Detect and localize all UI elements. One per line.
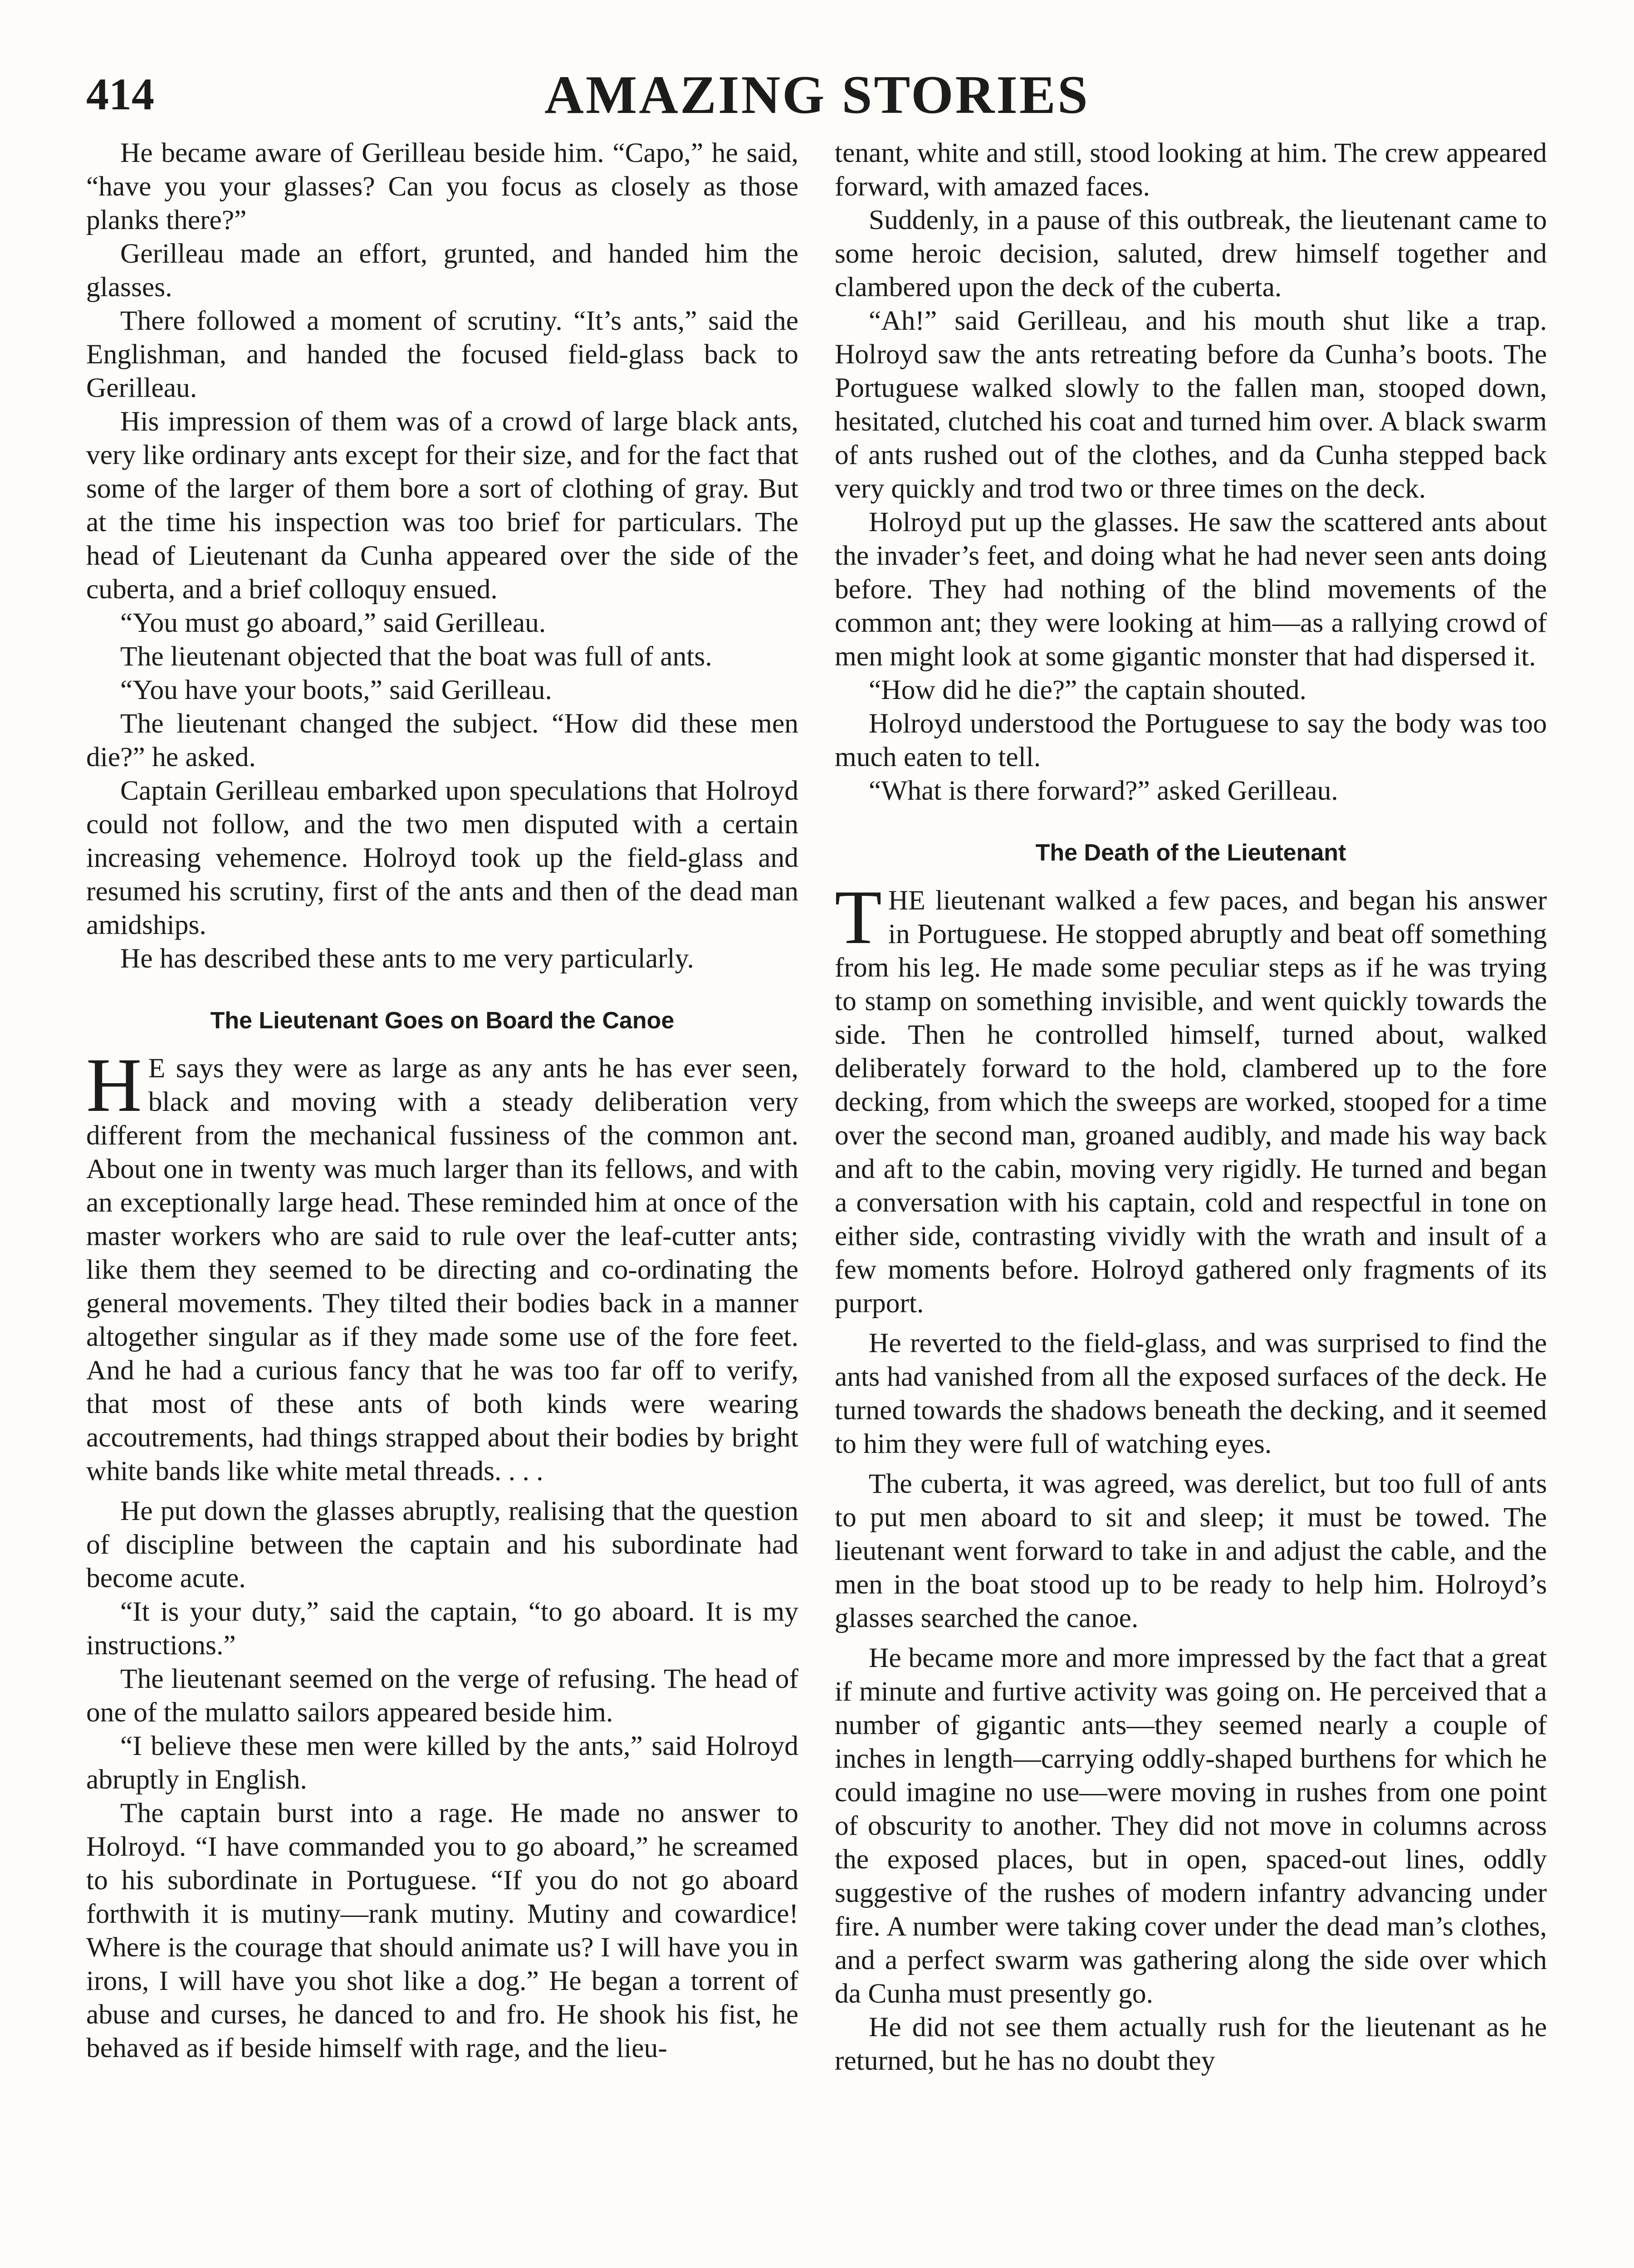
drop-cap: T xyxy=(835,875,882,960)
dropcap-paragraph xyxy=(835,875,1547,1320)
page-number: 414 xyxy=(86,69,154,119)
paragraph: He became more and more impressed by the fact that a great if minute and furtive activity was going on. He perceived that a number of gigantic ants—they seemed nearly a couple of inches in length—carrying oddly-shaped burthens for which he could imagine no use—were moving in rushes from one point of obscurity to another. They did not move in columns across the exposed places, but in open, spaced-out lines, oddly suggestive of the rushes of modern infantry advancing under fire. A number were taking cover under the dead man’s clothes, and a perfect swarm was gathering along the side over which da Cunha must presently go. xyxy=(835,1642,1547,2009)
paragraph: He put down the glasses abruptly, realising that the question of discipline between the captain and his subordinate had become acute. xyxy=(86,1496,798,1593)
page-header xyxy=(0,64,1634,132)
paragraph: The cuberta, it was agreed, was derelict, but too full of ants to put men aboard to sit and sleep; it must be towed. The lieutenant went forward to take in and adjust the cable, and the men in the boat stood up to be ready to help him. Holroyd’s glasses searched the canoe. xyxy=(835,1468,1547,1633)
paragraph: “How did he die?” the captain shouted. xyxy=(869,675,1306,705)
paragraph: “It is your duty,” said the captain, “to go aboard. It is my instructions.” xyxy=(86,1596,798,1661)
paragraph: He has described these ants to me very particularly. xyxy=(120,943,694,974)
drop-cap: H xyxy=(86,1042,142,1128)
paragraph: Captain Gerilleau embarked upon speculations that Holroyd could not follow, and the two men disputed with a certain increasing vehemence. Holroyd took up the field-glass and resumed his scrutiny, first of the ants and then of the dead man amidships. xyxy=(86,775,798,940)
paragraph: The lieutenant changed the subject. “How did these men die?” he asked. xyxy=(86,708,798,772)
paragraph: There followed a moment of scrutiny. “It’s ants,” said the Englishman, and handed the focused field-glass back to Gerilleau. xyxy=(86,305,798,403)
paragraph: “What is there forward?” asked Gerilleau. xyxy=(869,775,1338,806)
dropcap-text: HE lieutenant walked a few paces, and began his answer in Portuguese. He stopped abruptly and beat off something from his leg. He made some peculiar steps as if he was trying to stamp on something invisible, and went quickly towards the side. Then he controlled himself, turned about, walked deliberately forward to the hold, clambered up to the fore decking, from which the sweeps are worked, stooped for a time over the second man, groaned audibly, and made his way back and aft to the cabin, moving very rigidly. He turned and began a conversation with his captain, cold and respectful in tone on either side, contrasting vividly with the wrath and insult of a few moments before. Holroyd gathered only fragments of its purport. xyxy=(835,885,1547,1319)
paragraph: He became aware of Gerilleau beside him. “Capo,” he said, “have you your glasses? Can you focus as closely as those planks there?” xyxy=(86,137,798,235)
dropcap-text: E says they were as large as any ants he has ever seen, black and moving with a steady deliberation very different from the mechanical fussiness of the common ant. About one in twenty was much larger than its fellows, and with an exceptionally large head. These reminded him at once of the master workers who are said to rule over the leaf-cutter ants; like them they seemed to be directing and co-ordinating the general movements. They tilted their bodies back in a manner altogether singular as if they made some use of the fore feet. And he had a curious fancy that he was too far off to verify, that most of these ants of both kinds were wearing accoutrements, had things strapped about their bodies by bright white bands like white metal threads. . . . xyxy=(86,1053,798,1486)
paragraph: The lieutenant seemed on the verge of refusing. The head of one of the mulatto sailors appeared beside him. xyxy=(86,1663,798,1728)
paragraph: “I believe these men were killed by the ants,” said Holroyd abruptly in English. xyxy=(86,1730,798,1795)
left-column xyxy=(86,136,798,2065)
paragraph: He did not see them actually rush for the lieutenant as he returned, but he has no doubt they xyxy=(835,2012,1547,2076)
paragraph: “You have your boots,” said Gerilleau. xyxy=(120,675,552,705)
paragraph: The captain burst into a rage. He made no answer to Holroyd. “I have commanded you to go aboard,” he screamed to his subordinate in Portuguese. “If you do not go aboard forthwith it is mutiny—rank mutiny. Mutiny and cowardice! Where is the courage that should animate us? I will have you in irons, I will have you shot like a dog.” He began a torrent of abuse and curses, he danced to and fro. He shook his fist, he behaved as if beside himself with rage, and the lieu- xyxy=(86,1798,798,2063)
right-column xyxy=(835,136,1547,2077)
dropcap-paragraph xyxy=(86,1042,798,1488)
paragraph: “You must go aboard,” said Gerilleau. xyxy=(120,607,546,638)
paragraph: Holroyd put up the glasses. He saw the scattered ants about the invader’s feet, and doing what he had never seen ants doing before. They had nothing of the blind movements of the common ant; they were looking at him—as a rallying crowd of men might look at some gigantic monster that had dispersed it. xyxy=(835,507,1547,672)
section-heading: The Death of the Lieutenant xyxy=(1035,840,1346,866)
paragraph: Gerilleau made an effort, grunted, and handed him the glasses. xyxy=(86,238,798,303)
paragraph: Suddenly, in a pause of this outbreak, the lieutenant came to some heroic decision, saluted, drew himself together and clambered upon the deck of the cuberta. xyxy=(835,205,1547,303)
paragraph: His impression of them was of a crowd of large black ants, very like ordinary ants except for their size, and for the fact that some of the larger of them bore a sort of clothing of gray. But at the time his inspection was too brief for particulars. The head of Lieutenant da Cunha appeared over the side of the cuberta, and a brief colloquy ensued. xyxy=(86,406,798,605)
paragraph: He reverted to the field-glass, and was surprised to find the ants had vanished from all the exposed surfaces of the deck. He turned towards the shadows beneath the decking, and it seemed to him they were full of watching eyes. xyxy=(835,1328,1547,1459)
paragraph: “Ah!” said Gerilleau, and his mouth shut like a trap. Holroyd saw the ants retreating before da Cunha’s boots. The Portuguese walked slowly to the fallen man, stooped down, hesitated, clutched his coat and turned him over. A black swarm of ants rushed out of the clothes, and da Cunha stepped back very quickly and trod two or three times on the deck. xyxy=(835,305,1547,504)
paragraph: The lieutenant objected that the boat was full of ants. xyxy=(120,641,712,672)
paragraph: tenant, white and still, stood looking at him. The crew appeared forward, with amazed faces. xyxy=(835,137,1547,202)
magazine-title: AMAZING STORIES xyxy=(544,64,1090,125)
paragraph: Holroyd understood the Portuguese to say the body was too much eaten to tell. xyxy=(835,708,1547,772)
section-heading: The Lieutenant Goes on Board the Canoe xyxy=(210,1007,675,1034)
